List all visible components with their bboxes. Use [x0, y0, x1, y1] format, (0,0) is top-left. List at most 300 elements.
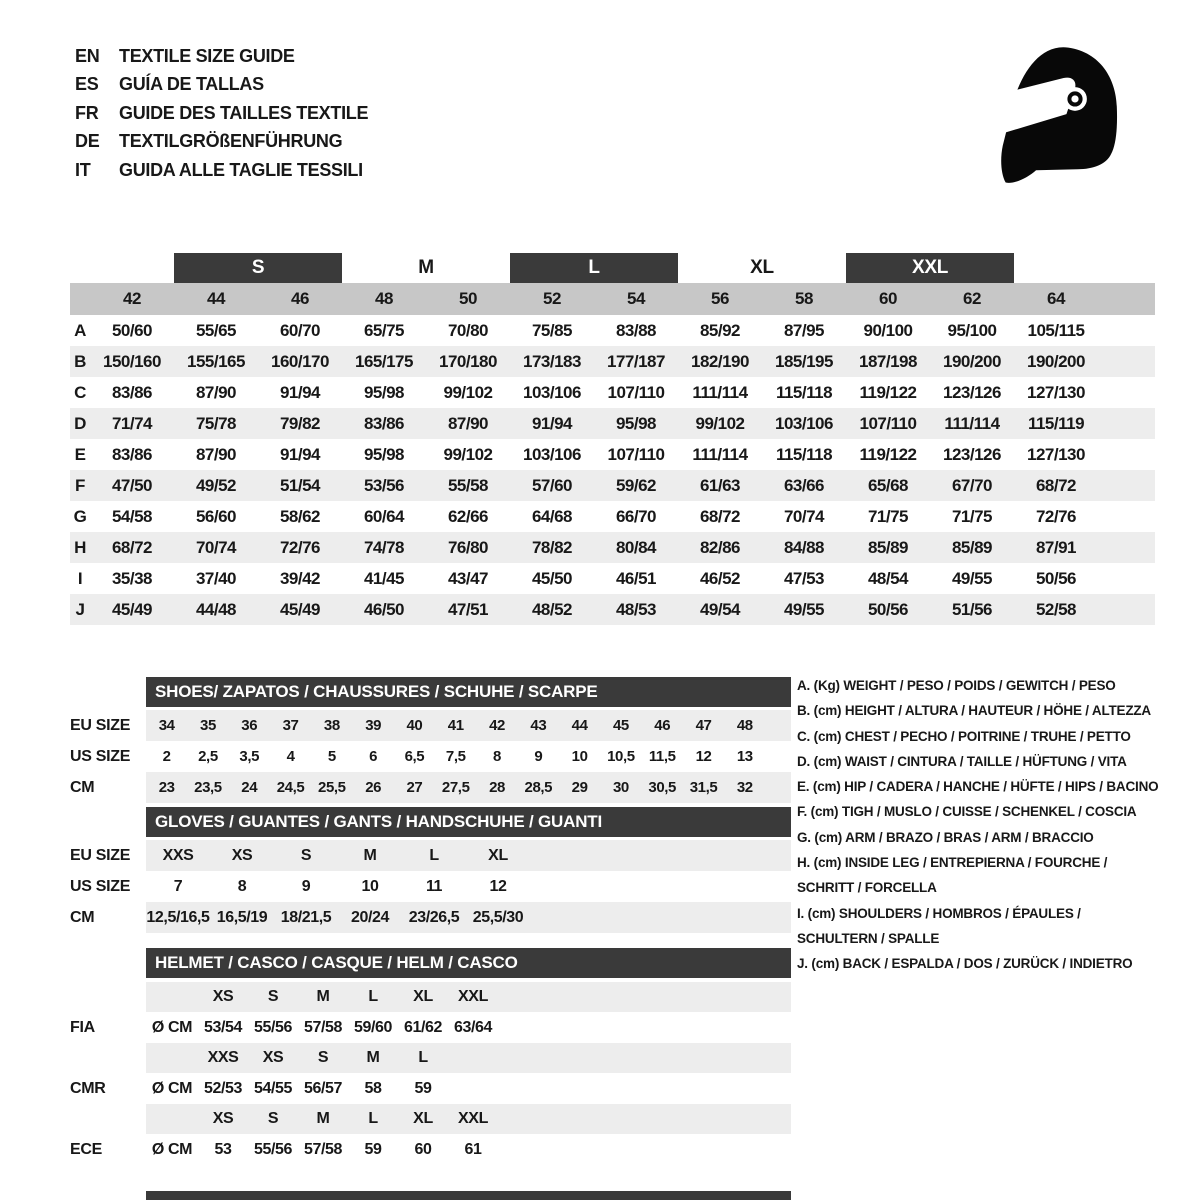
language-title: GUÍA DE TALLAS: [119, 74, 264, 95]
size-value: 55/65: [195, 320, 237, 340]
value-cell: 24,5: [276, 779, 305, 796]
language-title: GUIDA ALLE TAGLIE TESSILI: [119, 159, 363, 180]
size-value: 105/115: [1027, 320, 1085, 340]
helmet-value: 58: [364, 1079, 382, 1097]
row-values: [146, 1073, 791, 1104]
row-values: [146, 1012, 791, 1043]
size-value: 54/58: [111, 506, 153, 526]
row-values: [146, 741, 791, 772]
language-row: [75, 156, 368, 185]
size-value: 48/52: [531, 599, 573, 619]
size-value: 111/114: [944, 413, 1000, 433]
size-value: 60/70: [279, 320, 321, 340]
legend-item: [797, 951, 1197, 976]
language-title-list: [75, 42, 368, 185]
value-cell: 47: [695, 717, 712, 734]
legend-line: G. (cm) ARM / BRAZO / BRAS / ARM / BRACCIO: [797, 829, 1094, 845]
row-values: [146, 902, 791, 933]
size-value: 83/86: [363, 413, 405, 433]
language-code: ES: [75, 74, 99, 95]
helmet-value: 63/64: [453, 1018, 493, 1036]
helmet-size: XL: [413, 1110, 433, 1127]
value-cell: 28: [489, 779, 505, 796]
value-cell: 12: [489, 877, 507, 895]
section-row: [70, 741, 791, 772]
section-row: [70, 710, 791, 741]
value-cell: 10: [361, 877, 379, 895]
size-value: 56/60: [195, 506, 237, 526]
size-value: 37/40: [195, 568, 237, 588]
size-value: 115/118: [775, 382, 833, 402]
shoes-section-header: SHOES/ ZAPATOS / CHAUSSURES / SCHUHE / SCARPE: [146, 677, 791, 707]
size-group-m: M: [418, 257, 434, 278]
value-cell: 40: [406, 717, 423, 734]
size-value: 50/56: [1035, 568, 1077, 588]
helmet-size: XL: [413, 988, 433, 1005]
value-cell: 23,5: [194, 779, 222, 796]
size-value: 99/102: [695, 413, 745, 433]
helmet-value: 55/56: [253, 1140, 293, 1158]
value-cell: 7: [173, 877, 183, 895]
section-row: [70, 871, 791, 902]
row-label: J: [75, 599, 85, 619]
size-value: 85/89: [867, 537, 909, 557]
helmet-size: XXL: [458, 1110, 488, 1127]
helmet-value-row: [70, 1073, 791, 1104]
value-cell: 12: [695, 748, 712, 765]
size-value: 170/180: [439, 351, 497, 371]
language-row: [75, 42, 368, 71]
size-value: 115/118: [775, 444, 833, 464]
size-value: 48/53: [615, 599, 657, 619]
legend-item: [797, 724, 1197, 749]
size-value: 177/187: [607, 351, 665, 371]
value-cell: L: [429, 846, 439, 864]
size-value: 48/54: [867, 568, 909, 588]
helmet-value-row: [70, 1012, 791, 1043]
helmet-value: 60: [414, 1140, 432, 1158]
helmet-value: 61: [464, 1140, 482, 1158]
value-cell: 44: [571, 717, 588, 734]
size-group-l: L: [510, 253, 678, 283]
size-value: 103/106: [775, 413, 833, 433]
value-cell: 13: [736, 748, 753, 765]
value-cell: 2: [162, 748, 171, 765]
size-value: 49/55: [783, 599, 825, 619]
value-cell: 23/26,5: [408, 908, 460, 926]
unit-label: Ø CM: [151, 1079, 193, 1097]
size-value: 71/74: [111, 413, 153, 433]
value-cell: XL: [488, 846, 508, 864]
size-value: 85/92: [699, 320, 741, 340]
helmet-size: L: [368, 1110, 378, 1127]
size-value: 39/42: [279, 568, 321, 588]
size-value: 85/89: [951, 537, 993, 557]
row-label: C: [74, 382, 86, 402]
legend-item: [797, 749, 1197, 774]
size-value: 59/62: [615, 475, 657, 495]
size-value: 47/53: [783, 568, 825, 588]
helmet-size: XS: [212, 1110, 234, 1127]
value-cell: 10: [571, 748, 588, 765]
value-cell: 46: [654, 717, 671, 734]
value-cell: 11: [425, 877, 443, 895]
standard-label: FIA: [70, 1018, 95, 1036]
language-code: DE: [75, 131, 100, 152]
legend-line: H. (cm) INSIDE LEG / ENTREPIERNA / FOURCHE /: [797, 855, 1108, 871]
measurement-row: [70, 532, 1155, 563]
numeric-size: 60: [846, 283, 930, 315]
size-value: 71/75: [951, 506, 993, 526]
helmet-value: 53: [214, 1140, 232, 1158]
size-value: 83/86: [111, 444, 153, 464]
size-value: 123/126: [943, 444, 1001, 464]
measurement-row: [70, 408, 1155, 439]
size-value: 95/100: [947, 320, 997, 340]
value-cell: 26: [365, 779, 382, 796]
legend-line: I. (cm) SHOULDERS / HOMBROS / ÉPAULES /: [797, 905, 1081, 921]
helmet-size: S: [267, 988, 279, 1005]
value-cell: 27,5: [441, 779, 470, 796]
numeric-size: 58: [762, 283, 846, 315]
value-cell: 20/24: [350, 908, 390, 926]
helmet-size: XS: [212, 988, 234, 1005]
helmet-value: 56/57: [303, 1079, 343, 1097]
size-value: 66/70: [615, 506, 657, 526]
numeric-size: 64: [1014, 283, 1098, 315]
size-value: 111/114: [692, 444, 748, 464]
value-cell: 43: [530, 717, 547, 734]
size-value: 127/130: [1027, 382, 1085, 402]
helmet-value: 57/58: [303, 1140, 343, 1158]
size-value: 107/110: [607, 444, 665, 464]
language-code: EN: [75, 45, 100, 66]
value-cell: XS: [231, 846, 253, 864]
value-cell: 37: [282, 717, 299, 734]
value-cell: 9: [534, 748, 543, 765]
standard-label: ECE: [70, 1140, 102, 1158]
helmet-size: M: [366, 1049, 380, 1066]
row-label: F: [75, 475, 85, 495]
value-cell: 2,5: [198, 748, 218, 765]
helmet-value: 53/54: [203, 1018, 243, 1036]
size-value: 64/68: [531, 506, 573, 526]
legend-line: SCHRITT / FORCELLA: [797, 880, 937, 896]
value-cell: 39: [365, 717, 382, 734]
value-cell: 28,5: [524, 779, 553, 796]
size-value: 75/78: [195, 413, 237, 433]
size-value: 83/86: [111, 382, 153, 402]
unit-label: Ø CM: [151, 1018, 193, 1036]
size-value: 190/200: [1027, 351, 1085, 371]
cutoff-section-bar: [146, 1191, 791, 1200]
size-value: 75/85: [531, 320, 573, 340]
size-value: 68/72: [699, 506, 741, 526]
value-cell: 30,5: [648, 779, 677, 796]
size-value: 103/106: [523, 444, 581, 464]
legend-item: [797, 774, 1197, 799]
legend-line: J. (cm) BACK / ESPALDA / DOS / ZURÜCK / INDIETRO: [797, 956, 1133, 972]
main-size-grid: [70, 253, 1155, 625]
size-value: 57/60: [531, 475, 573, 495]
size-value: 103/106: [523, 382, 581, 402]
size-value: 79/82: [279, 413, 321, 433]
size-value: 45/50: [531, 568, 573, 588]
helmet-size: L: [368, 988, 378, 1005]
helmet-size: S: [267, 1110, 279, 1127]
value-cell: 10,5: [607, 748, 635, 765]
gloves-section: [70, 807, 791, 933]
size-value: 41/45: [363, 568, 405, 588]
size-value: 68/72: [111, 537, 153, 557]
size-value: 47/50: [111, 475, 153, 495]
helmet-size: XXS: [207, 1049, 239, 1066]
row-label: US SIZE: [70, 747, 131, 765]
row-values: [146, 772, 791, 803]
helmet-value: 52/53: [203, 1079, 243, 1097]
size-value: 46/52: [699, 568, 741, 588]
helmet-size: M: [316, 1110, 330, 1127]
value-cell: M: [363, 846, 377, 864]
section-row: [70, 902, 791, 933]
size-value: 71/75: [867, 506, 909, 526]
size-value: 91/94: [279, 382, 321, 402]
row-label: US SIZE: [70, 877, 131, 895]
size-value: 119/122: [859, 444, 917, 464]
main-size-table: [70, 253, 1155, 625]
value-cell: 12,5/16,5: [146, 908, 210, 926]
size-value: 160/170: [271, 351, 329, 371]
value-cell: 11,5: [648, 748, 676, 765]
value-cell: 7,5: [445, 748, 466, 765]
row-label: H: [74, 537, 86, 557]
value-cell: 23: [158, 779, 175, 796]
row-label: CM: [70, 778, 95, 796]
numeric-size: 44: [174, 283, 258, 315]
numeric-size: 56: [678, 283, 762, 315]
value-cell: 29: [571, 779, 588, 796]
row-values: [146, 1043, 791, 1073]
value-cell: 8: [237, 877, 247, 895]
size-value: 53/56: [363, 475, 405, 495]
legend-item: [797, 825, 1197, 850]
size-value: 82/86: [699, 537, 741, 557]
row-values: [146, 1134, 791, 1165]
size-value: 87/90: [195, 382, 237, 402]
value-cell: 25,5/30: [472, 908, 524, 926]
value-cell: 30: [612, 779, 629, 796]
helmet-section: [70, 948, 791, 1165]
standard-label: CMR: [70, 1079, 106, 1097]
size-value: 55/58: [447, 475, 489, 495]
helmet-value-row: [70, 1134, 791, 1165]
value-cell: 45: [612, 717, 629, 734]
size-value: 190/200: [943, 351, 1001, 371]
value-cell: 41: [447, 717, 464, 734]
value-cell: 9: [301, 877, 311, 895]
value-cell: XXS: [162, 846, 194, 864]
helmet-value: 59: [364, 1140, 382, 1158]
size-value: 49/54: [699, 599, 741, 619]
numeric-size: 46: [258, 283, 342, 315]
measurement-row: [70, 315, 1155, 346]
row-label: E: [74, 444, 86, 464]
value-cell: 27: [406, 779, 423, 796]
size-value: 51/56: [951, 599, 993, 619]
row-label: CM: [70, 908, 95, 926]
size-group-s: S: [174, 253, 342, 283]
legend-item: [797, 799, 1197, 824]
size-value: 150/160: [103, 351, 161, 371]
size-value: 182/190: [691, 351, 749, 371]
value-cell: 5: [327, 748, 336, 765]
helmet-value: 55/56: [253, 1018, 293, 1036]
size-value: 185/195: [775, 351, 833, 371]
size-value: 78/82: [531, 537, 573, 557]
helmet-size: XXL: [458, 988, 488, 1005]
size-value: 58/62: [279, 506, 321, 526]
legend-line: E. (cm) HIP / CADERA / HANCHE / HÜFTE / HIPS / BACINO: [797, 779, 1159, 795]
size-value: 45/49: [279, 599, 321, 619]
legend-line: C. (cm) CHEST / PECHO / POITRINE / TRUHE / PETTO: [797, 728, 1131, 744]
size-value: 91/94: [531, 413, 573, 433]
helmet-size-row: [70, 1043, 791, 1073]
size-value: 68/72: [1035, 475, 1077, 495]
size-value: 84/88: [783, 537, 825, 557]
helmet-value: 57/58: [303, 1018, 343, 1036]
measurement-row: [70, 470, 1155, 501]
size-group-row: [70, 253, 1155, 283]
size-value: 80/84: [615, 537, 657, 557]
value-cell: 3,5: [239, 748, 260, 765]
size-value: 95/98: [363, 444, 405, 464]
size-value: 95/98: [615, 413, 657, 433]
row-label: B: [74, 351, 86, 371]
racing-helmet-icon: [980, 38, 1132, 196]
row-label: I: [77, 568, 83, 588]
value-cell: 34: [158, 717, 175, 734]
numeric-size: 48: [342, 283, 426, 315]
size-value: 99/102: [443, 444, 493, 464]
helmet-size-row: [70, 1104, 791, 1134]
measurement-row: [70, 594, 1155, 625]
size-group-xl: XL: [750, 257, 774, 278]
value-cell: 18/21,5: [280, 908, 332, 926]
helmet-size: XS: [262, 1049, 284, 1066]
helmet-value: 61/62: [403, 1018, 443, 1036]
value-cell: 24: [241, 779, 258, 796]
helmet-section-header: HELMET / CASCO / CASQUE / HELM / CASCO: [146, 948, 791, 978]
row-label: EU SIZE: [70, 716, 131, 734]
row-label: EU SIZE: [70, 846, 131, 864]
size-value: 90/100: [863, 320, 913, 340]
value-cell: 16,5/19: [216, 908, 268, 926]
size-value: 87/90: [447, 413, 489, 433]
helmet-size: S: [317, 1049, 329, 1066]
size-value: 87/91: [1035, 537, 1077, 557]
language-code: IT: [75, 159, 91, 180]
legend-line: B. (cm) HEIGHT / ALTURA / HAUTEUR / HÖHE / ALTEZZA: [797, 703, 1151, 719]
shoes-section: [70, 677, 791, 803]
size-value: 165/175: [355, 351, 413, 371]
legend-line: SCHULTERN / SPALLE: [797, 930, 940, 946]
size-value: 49/52: [195, 475, 237, 495]
size-value: 70/80: [447, 320, 489, 340]
size-value: 65/75: [363, 320, 405, 340]
size-value: 46/50: [363, 599, 405, 619]
size-value: 62/66: [447, 506, 489, 526]
size-value: 111/114: [692, 382, 748, 402]
helmet-size: L: [418, 1049, 428, 1066]
language-title: GUIDE DES TAILLES TEXTILE: [119, 102, 369, 123]
helmet-value: 59: [414, 1079, 432, 1097]
helmet-section-rows: [70, 982, 791, 1165]
helmet-value: 59/60: [353, 1018, 393, 1036]
size-value: 47/51: [447, 599, 489, 619]
size-value: 91/94: [279, 444, 321, 464]
row-values: [146, 982, 791, 1012]
size-value: 155/165: [187, 351, 245, 371]
size-value: 50/56: [867, 599, 909, 619]
legend-line: A. (Kg) WEIGHT / PESO / POIDS / GEWITCH / PESO: [797, 678, 1116, 693]
gloves-section-rows: [70, 840, 791, 933]
size-value: 43/47: [447, 568, 489, 588]
measurement-row: [70, 501, 1155, 532]
value-cell: 42: [489, 717, 505, 734]
value-cell: 32: [736, 779, 753, 796]
value-cell: 25,5: [318, 779, 346, 796]
size-value: 44/48: [195, 599, 237, 619]
language-title: TEXTILE SIZE GUIDE: [119, 45, 295, 66]
row-label: D: [74, 413, 86, 433]
row-values: [146, 840, 791, 871]
language-code: FR: [75, 102, 99, 123]
language-row: [75, 99, 368, 128]
size-value: 51/54: [279, 475, 321, 495]
size-value: 115/119: [1027, 413, 1085, 433]
section-row: [70, 772, 791, 803]
unit-label: Ø CM: [151, 1140, 193, 1158]
legend-item: [797, 673, 1197, 698]
size-value: 60/64: [363, 506, 405, 526]
row-values: [146, 1104, 791, 1134]
measurement-legend: [797, 673, 1197, 977]
measurement-row: [70, 439, 1155, 470]
language-row: [75, 71, 368, 100]
language-row: [75, 128, 368, 157]
numeric-size: 52: [510, 283, 594, 315]
size-value: 87/95: [783, 320, 825, 340]
size-value: 65/68: [867, 475, 909, 495]
size-value: 49/55: [951, 568, 993, 588]
size-value: 70/74: [783, 506, 825, 526]
size-value: 123/126: [943, 382, 1001, 402]
measurement-row: [70, 563, 1155, 594]
value-cell: 35: [200, 717, 216, 734]
measurement-row: [70, 346, 1155, 377]
value-cell: S: [300, 846, 312, 864]
size-value: 72/76: [279, 537, 321, 557]
numeric-size: 62: [930, 283, 1014, 315]
shoes-section-rows: [70, 710, 791, 803]
numeric-size: 42: [90, 283, 174, 315]
numeric-size: 50: [426, 283, 510, 315]
value-cell: 8: [493, 748, 501, 765]
measurement-row: [70, 377, 1155, 408]
size-value: 74/78: [363, 537, 405, 557]
size-value: 72/76: [1035, 506, 1077, 526]
helmet-size: M: [316, 988, 330, 1005]
